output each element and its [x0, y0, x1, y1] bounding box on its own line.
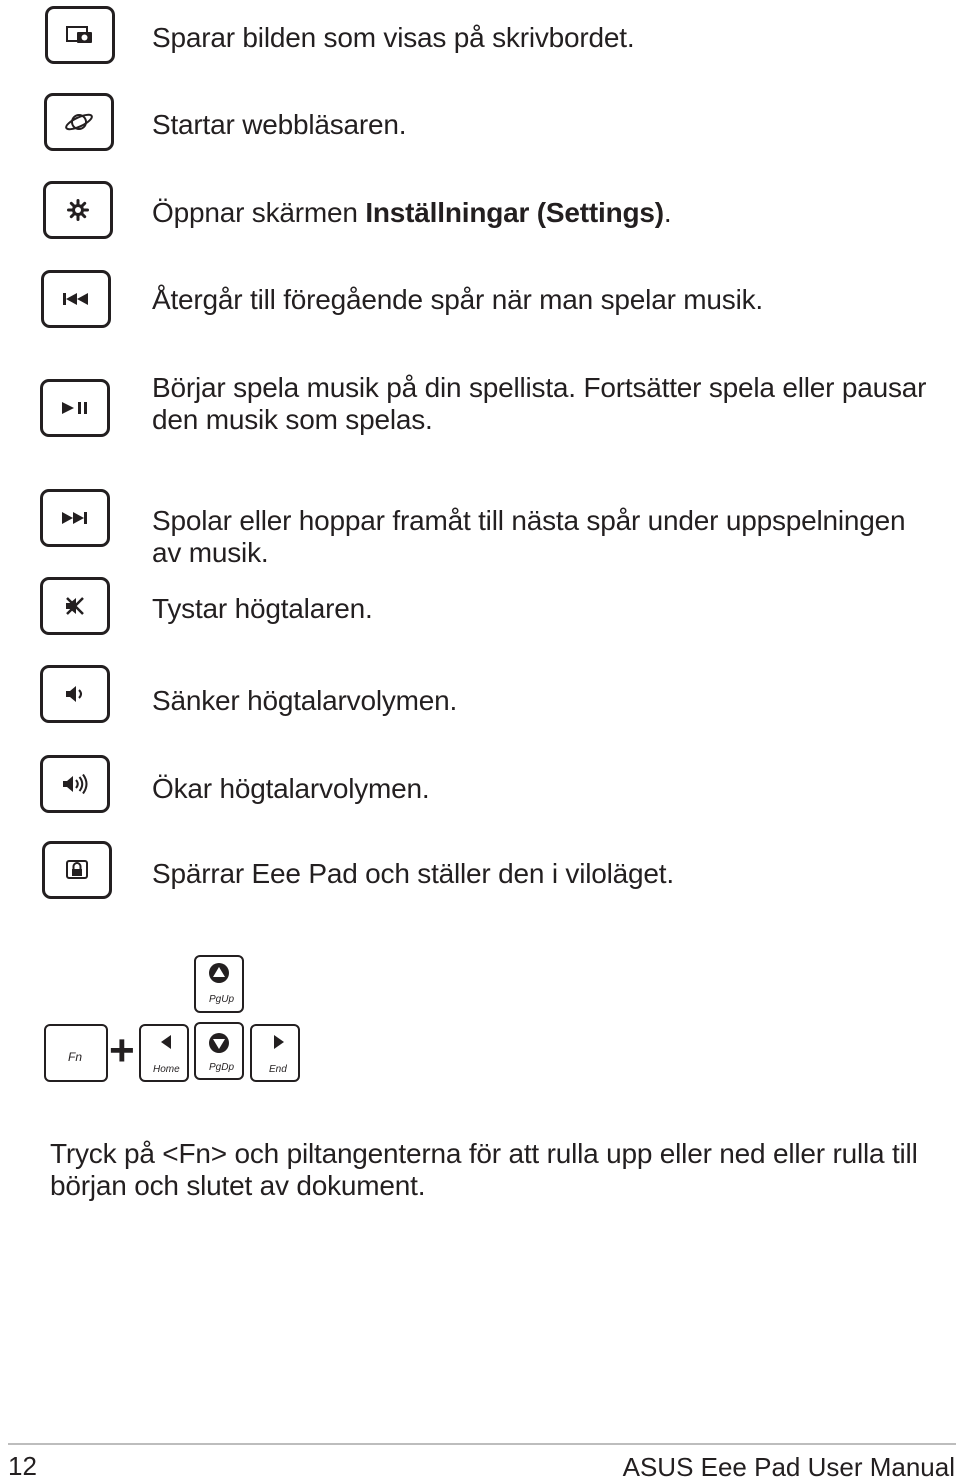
volume-down-icon	[64, 684, 86, 704]
lock-key	[42, 841, 112, 899]
settings-icon	[67, 199, 89, 221]
right-arrow-icon	[272, 1034, 286, 1050]
browser-description: Startar webbläsaren.	[152, 109, 407, 140]
scroll-keys-note	[50, 1138, 955, 1202]
screenshot-description: Sparar bilden som visas på skrivbordet.	[152, 22, 635, 53]
next-track-line1: Spolar eller hoppar framåt till nästa spår under uppspelningen	[152, 505, 906, 536]
volume-up-description: Ökar högtalarvolymen.	[152, 773, 430, 804]
up-arrow-icon	[208, 962, 230, 984]
note-line2: början och slutet av dokument.	[50, 1170, 426, 1201]
settings-text-after: .	[663, 197, 672, 228]
mute-icon	[63, 596, 87, 616]
previous-track-icon	[62, 292, 90, 306]
fn-key-label: Fn	[68, 1050, 83, 1064]
left-arrow-icon	[159, 1034, 173, 1050]
play-pause-line2: den musik som spelas.	[152, 404, 433, 435]
manual-title: ASUS Eee Pad User Manual	[622, 1452, 955, 1482]
screenshot-icon	[66, 26, 94, 44]
lock-icon	[66, 860, 88, 880]
play-pause-line1: Börjar spela musik på din spellista. Fortsätter spela eller pausar	[152, 372, 927, 403]
end-label: End	[269, 1064, 287, 1075]
pgdn-key	[194, 1022, 244, 1080]
mute-description: Tystar högtalaren.	[152, 593, 373, 624]
note-line1: Tryck på <Fn> och piltangenterna för att rulla upp eller ned eller rulla till	[50, 1138, 918, 1169]
settings-text-before: Öppnar skärmen	[152, 197, 366, 228]
mute-key	[40, 577, 110, 635]
next-track-description	[152, 505, 905, 569]
pgup-label: PgUp	[209, 994, 235, 1005]
footer-divider	[8, 1443, 956, 1445]
volume-up-icon	[61, 773, 89, 795]
plus-sign: +	[109, 1026, 135, 1075]
play-pause-key	[40, 379, 110, 437]
previous-track-key	[41, 270, 111, 328]
end-key	[250, 1024, 300, 1082]
pgdn-label: PgDp	[209, 1062, 235, 1073]
browser-key	[44, 93, 114, 151]
fn-key	[44, 1024, 108, 1082]
previous-track-description: Återgår till föregående spår när man spelar musik.	[152, 284, 763, 315]
volume-down-key	[40, 665, 110, 723]
settings-text-bold: Inställningar (Settings)	[365, 197, 664, 228]
home-label: Home	[153, 1064, 180, 1075]
next-track-key	[40, 489, 110, 547]
page-number: 12	[8, 1451, 37, 1481]
pgup-key	[194, 955, 244, 1013]
next-track-icon	[61, 511, 89, 525]
volume-down-description: Sänker högtalarvolymen.	[152, 685, 458, 716]
settings-key	[43, 181, 113, 239]
play-pause-icon	[61, 401, 89, 415]
next-track-line2: av musik.	[152, 537, 269, 568]
browser-icon	[64, 111, 94, 133]
down-arrow-icon	[208, 1032, 230, 1054]
screenshot-key	[45, 6, 115, 64]
home-key	[139, 1024, 189, 1082]
play-pause-description	[152, 372, 926, 436]
lock-description: Spärrar Eee Pad och ställer den i viloläget.	[152, 858, 674, 889]
volume-up-key	[40, 755, 110, 813]
settings-description	[152, 197, 671, 229]
